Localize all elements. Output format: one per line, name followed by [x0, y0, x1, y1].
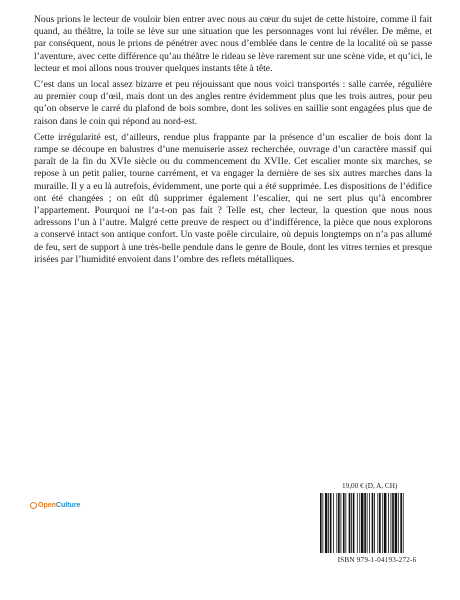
paragraph-2: C’est dans un local assez bizarre et peu réjouissant que nous voici transportés : salle carrée, régulière au premier coup d’œil, mais dont un des angles rentre évidemment plus que les trois autres, pour peu qu’on observe le carré du plafond de bois sombre, dont les solives en saillie sont engagées plus que de raison dans le coin qui répond au nord-est. [34, 79, 432, 127]
barcode-bar [403, 493, 404, 553]
barcode-bar [372, 493, 374, 553]
barcode-bar [391, 493, 392, 553]
barcode-bar [379, 493, 381, 553]
barcode-bar [364, 493, 366, 553]
barcode-bar [328, 493, 329, 553]
publisher-name-part1: Open [38, 502, 56, 509]
barcode-bar [369, 493, 370, 553]
paragraph-3: Cette irrégularité est, d’ailleurs, rendue plus frappante par la présence d’un escalier de bois dont la rampe se découpe en balustres d’une menuiserie assez recherchée, ouvrage d’un caractère massif qui paraît de la fin du XVIe siècle ou du commencement du XVIIe. Cet escalier monte six marches, se repose à un petit palier, tourne carrément, et va engager la dernière de ses six autres marches dans la muraille. Il y a eu là autrefois, évidemment, une porte qui a été supprimée. Les dispositions de l’édifice ont été changées ; on eût dû supprimer également l’escalier, qui ne sert plus qu’à encombrer l’appartement. Pourquoi ne l’a-t-on pas fait ? Telle est, cher lecteur, la question que nous nous adressons l’un à l’autre. Malgré cette preuve de respect ou d’indifférence, la pièce que nous explorons a conservé intact son antique confort. Un vaste poêle circulaire, où depuis longtemps on n’a pas allumé de feu, sert de support à une très-belle pendule dans le genre de Boule, dont les vitres ternies et presque irisées par l’humidité envoient dans l’ombre des reflets métalliques. [34, 131, 432, 265]
barcode-bar [351, 493, 352, 553]
publisher-logo [30, 502, 80, 509]
barcode-bar [361, 493, 363, 553]
book-text [34, 14, 432, 270]
isbn-label: ISBN 979-1-04193-272-6 [337, 556, 417, 564]
barcode-bar [325, 493, 327, 553]
barcode-bar [392, 493, 394, 553]
barcode-bar [359, 493, 360, 553]
barcode [318, 493, 436, 553]
barcode-bar [395, 493, 397, 553]
paragraph-1: Nous prions le lecteur de vouloir bien entrer avec nous au cœur du sujet de cette histoire, comme il fait quand, au théâtre, la toile se lève sur une situation que les personnages vont lui révéler. De même, et par conséquent, nous le prions de pénétrer avec nous d’emblée dans le centre de la localité où se passe l’aventure, avec cette différence qu’au théâtre le rideau se lève rarement sur une scène vide, et qu’ici, le lecteur et moi allons nous trouver quelques instants tête à tête. [34, 14, 432, 74]
barcode-bar [374, 493, 375, 553]
barcode-bar [322, 493, 323, 553]
publisher-name-part2: Culture [55, 502, 81, 509]
barcode-bar [367, 493, 368, 553]
barcode-bar [353, 493, 355, 553]
barcode-bar [343, 493, 345, 553]
barcode-bar [384, 493, 386, 553]
barcode-bar [400, 493, 402, 553]
barcode-bar [341, 493, 342, 553]
price-barcode-block [318, 482, 436, 578]
barcode-bar [330, 493, 332, 553]
open-culture-logo-icon [30, 502, 37, 509]
barcode-bar [349, 493, 351, 553]
barcode-bar [357, 493, 358, 553]
barcode-bar [336, 493, 337, 553]
barcode-bar [398, 493, 399, 553]
barcode-bar [382, 493, 383, 553]
barcode-bar [338, 493, 340, 553]
barcode-bar [333, 493, 334, 553]
barcode-bar [345, 493, 346, 553]
barcode-bar [388, 493, 389, 553]
barcode-bar [320, 493, 322, 553]
barcode-bar [377, 493, 378, 553]
price-label: 19,00 € (D, A, CH) [342, 482, 398, 490]
